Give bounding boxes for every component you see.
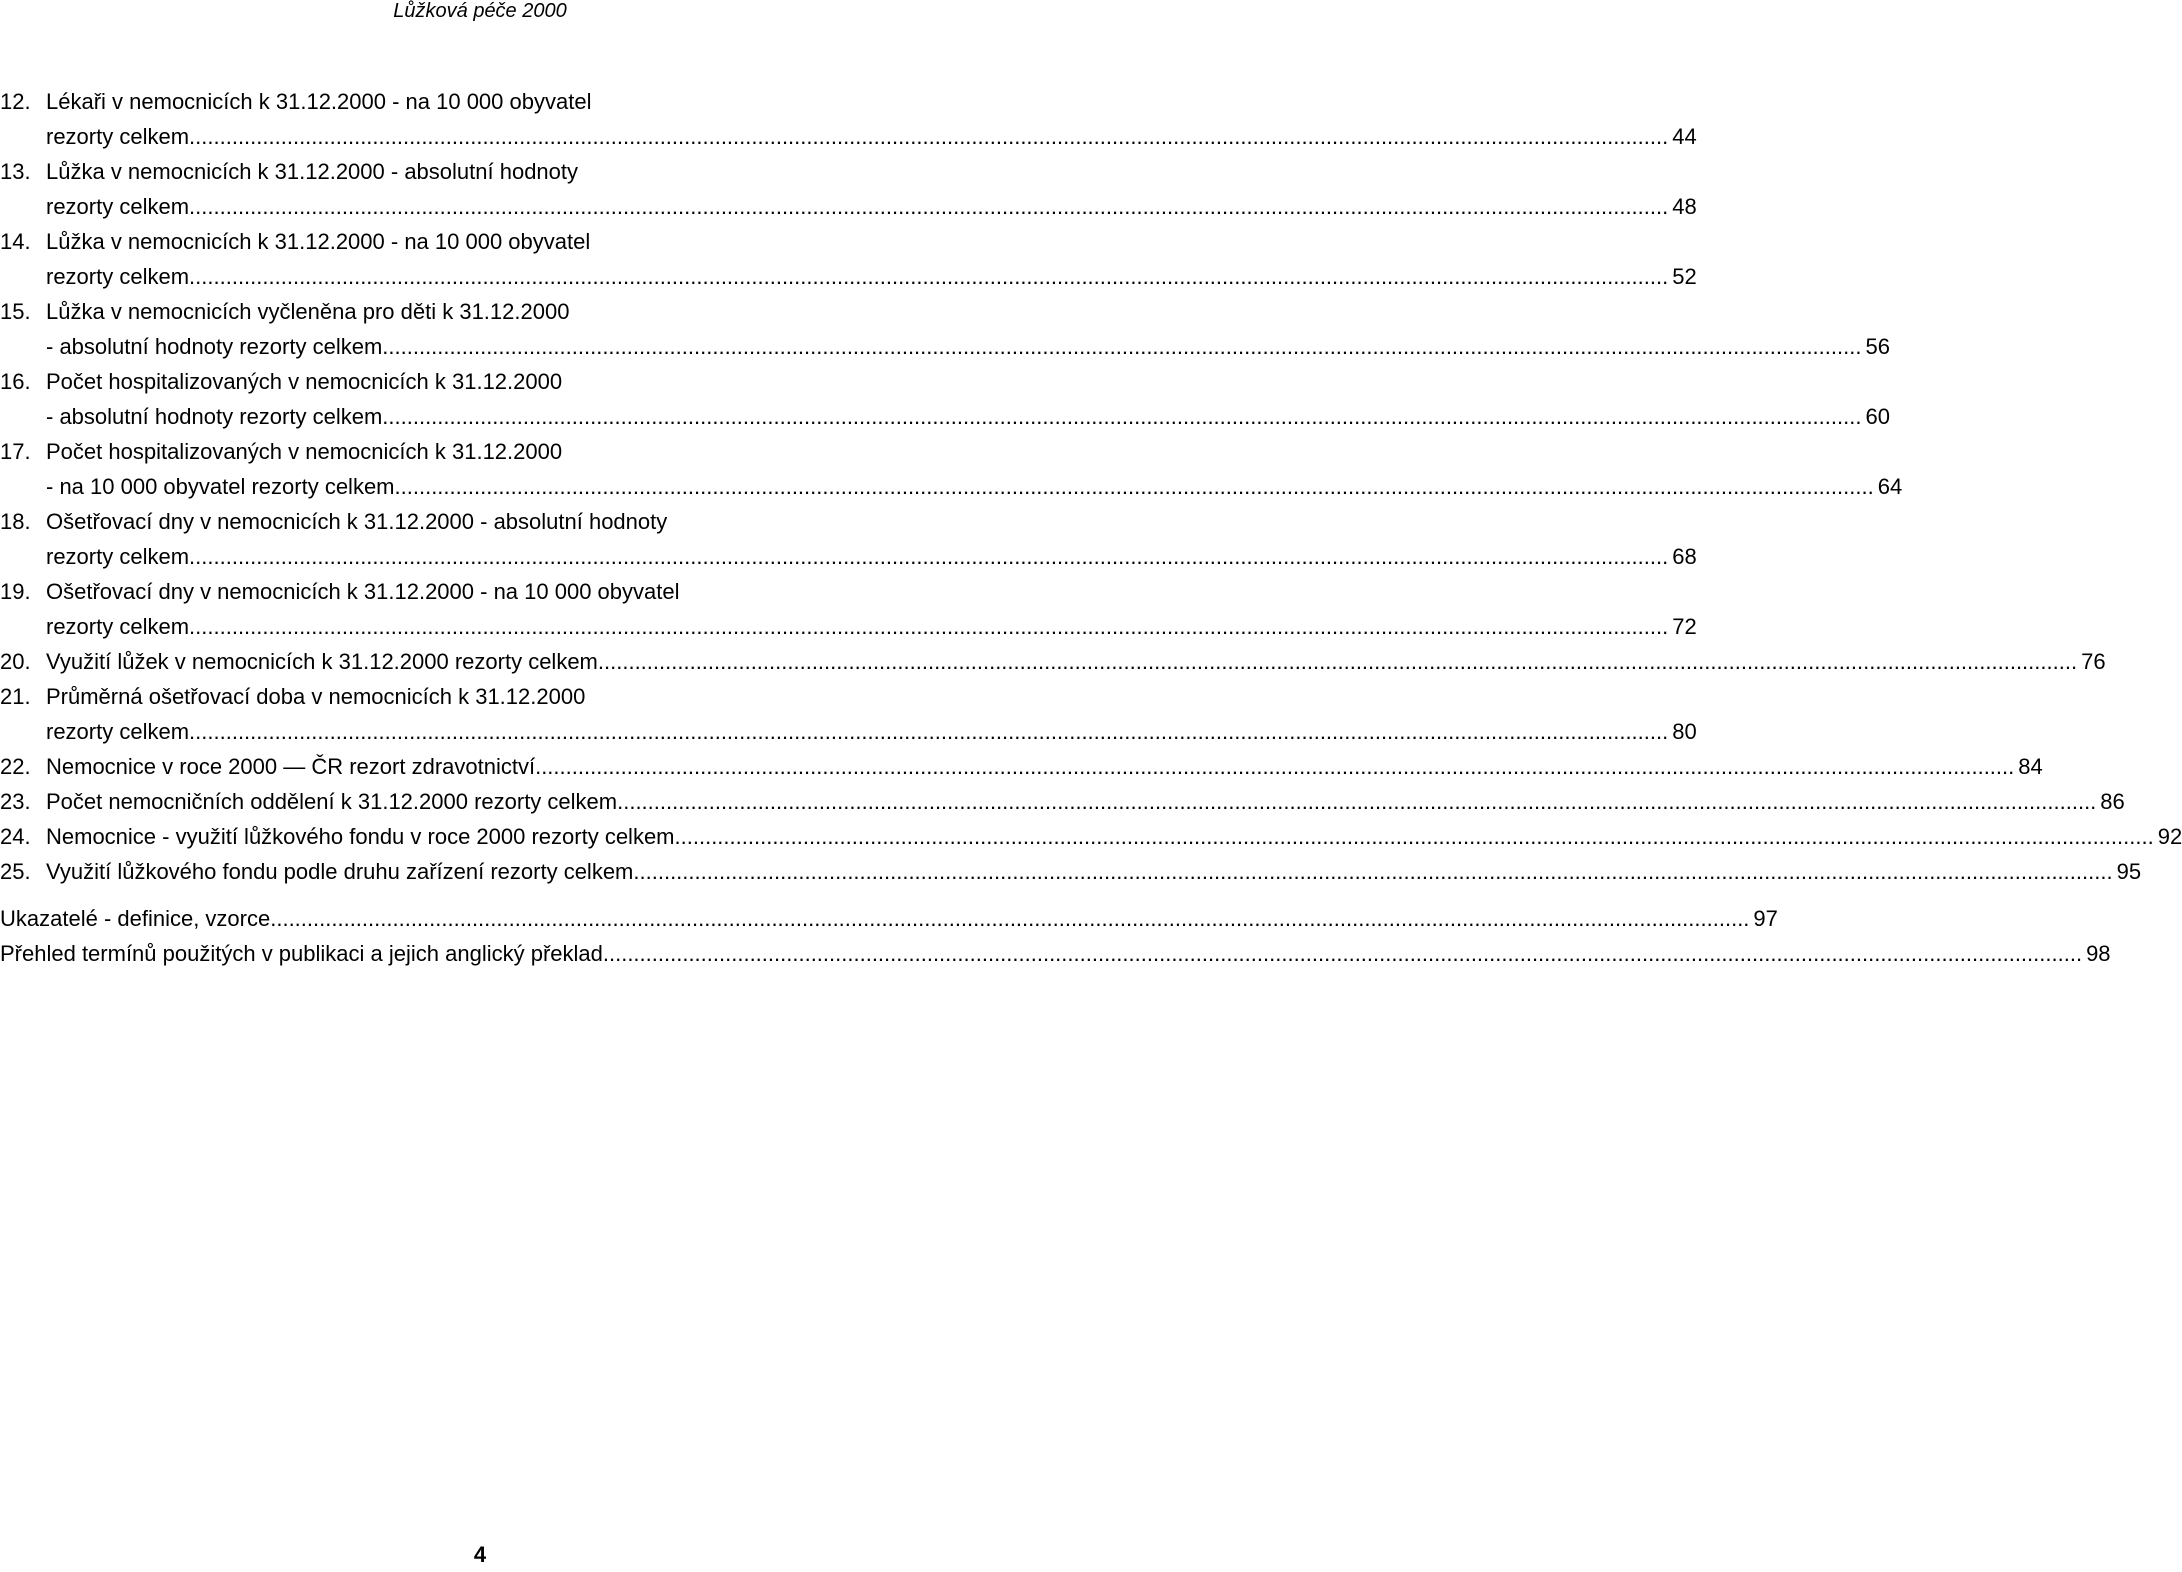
toc-line xyxy=(0,714,1697,749)
toc-line xyxy=(0,854,2142,889)
toc-entry-number: 18. xyxy=(0,509,31,534)
toc-line xyxy=(0,819,2182,854)
dot-leader xyxy=(189,714,1668,749)
table-of-contents xyxy=(0,84,2182,971)
toc-entry[interactable] xyxy=(0,364,1890,434)
toc-entry-number: 12. xyxy=(0,89,31,114)
toc-line xyxy=(0,469,1903,504)
toc-page-number: 52 xyxy=(1672,264,1697,289)
toc-entry[interactable] xyxy=(0,294,1890,364)
toc-entry-number: 17. xyxy=(0,439,31,464)
toc-line xyxy=(0,504,956,539)
toc-entry-title: Nemocnice - využití lůžkového fondu v roce 2000 rezorty celkem xyxy=(46,824,675,849)
toc-line xyxy=(0,119,1697,154)
dot-leader xyxy=(535,749,2014,784)
toc-entry-title: Využití lůžkového fondu podle druhu zařízení rezorty celkem xyxy=(46,859,634,884)
toc-line xyxy=(0,224,956,259)
toc-page-number: 80 xyxy=(1672,719,1697,744)
toc-line xyxy=(0,609,1697,644)
toc-entry-title: rezorty celkem xyxy=(46,719,190,744)
dot-leader xyxy=(189,119,1668,154)
dot-leader xyxy=(395,469,1874,504)
dot-leader xyxy=(189,539,1668,574)
toc-page-number: 60 xyxy=(1865,404,1890,429)
toc-line xyxy=(0,434,956,469)
toc-entry-title: rezorty celkem xyxy=(46,194,190,219)
toc-line xyxy=(0,679,956,714)
toc-page-number: 92 xyxy=(2157,824,2182,849)
toc-entry[interactable] xyxy=(0,224,1697,294)
toc-line xyxy=(0,644,2106,679)
dot-leader xyxy=(189,189,1668,224)
toc-entry-title: Průměrná ošetřovací doba v nemocnicích k 31.12.2000 xyxy=(46,684,586,709)
toc-entry-number: 14. xyxy=(0,229,31,254)
toc-appendix-entry[interactable] xyxy=(0,901,1778,936)
toc-line xyxy=(0,259,1697,294)
toc-line xyxy=(0,574,956,609)
toc-line xyxy=(0,364,956,399)
toc-page-number: 95 xyxy=(2116,859,2142,884)
toc-entry-number: 16. xyxy=(0,369,31,394)
toc-entry[interactable] xyxy=(0,784,2125,819)
toc-entry[interactable] xyxy=(0,819,2182,854)
toc-entry-number: 21. xyxy=(0,684,31,709)
toc-entry-title: Počet hospitalizovaných v nemocnicích k 31.12.2000 xyxy=(46,369,563,394)
toc-entry-number: 19. xyxy=(0,579,31,604)
dot-leader xyxy=(189,259,1668,294)
dot-leader xyxy=(382,399,1861,434)
toc-line xyxy=(0,294,956,329)
toc-entry-title: rezorty celkem xyxy=(46,614,190,639)
toc-entry[interactable] xyxy=(0,749,2043,784)
toc-entry[interactable] xyxy=(0,434,1903,504)
toc-entry[interactable] xyxy=(0,84,1697,154)
toc-page-number: 98 xyxy=(2086,941,2111,966)
dot-leader xyxy=(617,784,2096,819)
toc-entry-number: 20. xyxy=(0,649,31,674)
toc-entry-number: 13. xyxy=(0,159,31,184)
toc-entry-title: Počet hospitalizovaných v nemocnicích k 31.12.2000 xyxy=(46,439,563,464)
toc-line xyxy=(0,399,1890,434)
toc-page-number: 64 xyxy=(1877,474,1903,499)
toc-line xyxy=(0,539,1697,574)
toc-entry-title: rezorty celkem xyxy=(46,264,190,289)
dot-leader xyxy=(598,644,2077,679)
toc-page-number: 44 xyxy=(1672,124,1697,149)
toc-line xyxy=(0,84,956,119)
toc-entry[interactable] xyxy=(0,154,1697,224)
toc-entry[interactable] xyxy=(0,574,1697,644)
section-gap xyxy=(0,889,956,901)
toc-line xyxy=(0,329,1890,364)
toc-page-number: 86 xyxy=(2100,789,2125,814)
dot-leader xyxy=(603,936,2082,971)
toc-entry-title: Přehled termínů použitých v publikaci a jejich anglický překlad xyxy=(0,941,603,966)
toc-page-number: 97 xyxy=(1753,906,1778,931)
toc-entry-title: Využití lůžek v nemocnicích k 31.12.2000 rezorty celkem xyxy=(46,649,598,674)
toc-entry-number: 23. xyxy=(0,789,31,814)
page-number: 4 xyxy=(473,1542,487,1567)
toc-entry-title: Ošetřovací dny v nemocnicích k 31.12.2000 - na 10 000 obyvatel xyxy=(46,579,680,604)
toc-entry-number: 22. xyxy=(0,754,31,779)
toc-entry-title: Lůžka v nemocnicích k 31.12.2000 - na 10 000 obyvatel xyxy=(46,229,591,254)
dot-leader xyxy=(189,609,1668,644)
toc-entry-number: 15. xyxy=(0,299,31,324)
toc-page-number: 76 xyxy=(2081,649,2106,674)
toc-entry-title: Ukazatelé - definice, vzorce xyxy=(0,906,271,931)
dot-leader xyxy=(382,329,1861,364)
toc-entry-title: Počet nemocničních oddělení k 31.12.2000 rezorty celkem xyxy=(46,789,618,814)
toc-entry-number: 24. xyxy=(0,824,31,849)
toc-entry-title: rezorty celkem xyxy=(46,124,190,149)
toc-line xyxy=(0,749,2043,784)
toc-entry-title: rezorty celkem xyxy=(46,544,190,569)
dot-leader xyxy=(633,854,2112,889)
toc-page-number: 48 xyxy=(1672,194,1697,219)
toc-entry-number: 25. xyxy=(0,859,31,884)
toc-entry-title: - absolutní hodnoty rezorty celkem xyxy=(46,334,383,359)
toc-entry[interactable] xyxy=(0,504,1697,574)
toc-entry[interactable] xyxy=(0,679,1697,749)
toc-entry-title: Lékaři v nemocnicích k 31.12.2000 - na 10 000 obyvatel xyxy=(46,89,592,114)
toc-line xyxy=(0,936,2111,971)
toc-page-number: 72 xyxy=(1672,614,1697,639)
toc-entry-title: Lůžka v nemocnicích vyčleněna pro děti k 31.12.2000 xyxy=(46,299,570,324)
toc-line xyxy=(0,784,2125,819)
toc-line xyxy=(0,189,1697,224)
toc-page-number: 84 xyxy=(2018,754,2043,779)
dot-leader xyxy=(675,819,2154,854)
toc-entry-title: Ošetřovací dny v nemocnicích k 31.12.2000 - absolutní hodnoty xyxy=(46,509,668,534)
toc-appendix-entry[interactable] xyxy=(0,936,2111,971)
toc-entry-title: - na 10 000 obyvatel rezorty celkem xyxy=(46,474,395,499)
toc-page-number: 56 xyxy=(1865,334,1890,359)
toc-entry[interactable] xyxy=(0,644,2106,679)
toc-line xyxy=(0,154,956,189)
toc-entry-title: - absolutní hodnoty rezorty celkem xyxy=(46,404,383,429)
running-header: Lůžková péče 2000 xyxy=(393,0,567,22)
toc-entry-title: Lůžka v nemocnicích k 31.12.2000 - absolutní hodnoty xyxy=(46,159,579,184)
dot-leader xyxy=(270,901,1749,936)
toc-entry[interactable] xyxy=(0,854,2142,889)
toc-page-number: 68 xyxy=(1672,544,1697,569)
toc-entry-title: Nemocnice v roce 2000 — ČR rezort zdravotnictví xyxy=(46,754,536,779)
toc-line xyxy=(0,901,1778,936)
